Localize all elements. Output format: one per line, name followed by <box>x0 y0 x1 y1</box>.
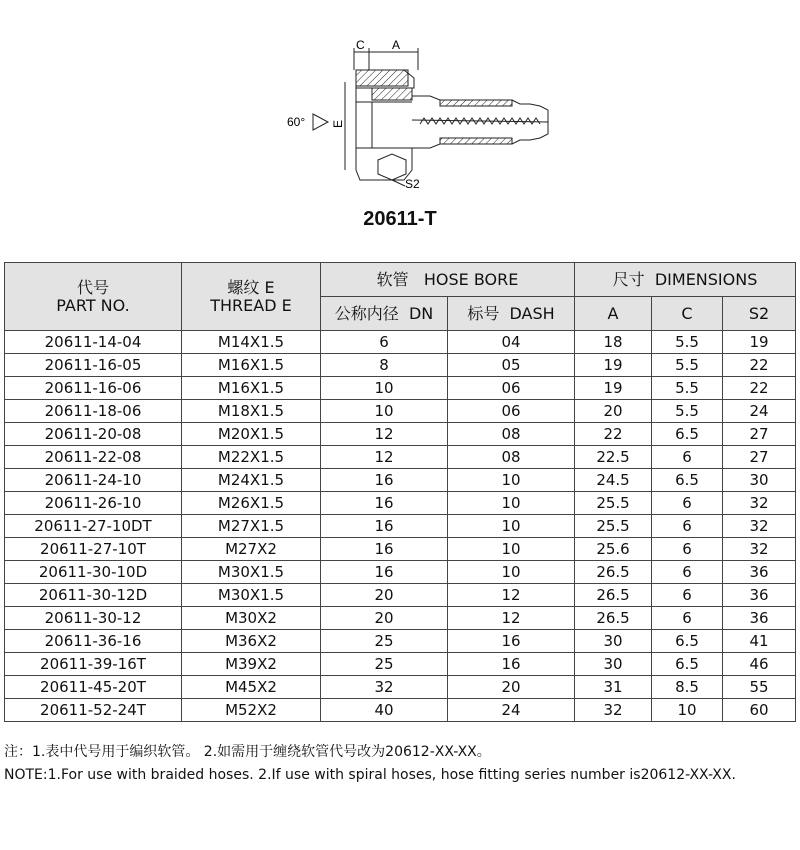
cell-s2: 24 <box>723 400 796 423</box>
header-thread-cn: 螺纹 E <box>227 277 275 297</box>
cell-dn: 20 <box>321 584 448 607</box>
cell-dn: 20 <box>321 607 448 630</box>
cell-part-no: 20611-36-16 <box>5 630 182 653</box>
table-row <box>5 446 796 469</box>
cell-thread: M30X1.5 <box>182 561 321 584</box>
cell-s2: 22 <box>723 354 796 377</box>
cell-c: 8.5 <box>652 676 723 699</box>
table-row <box>5 584 796 607</box>
table-row <box>5 492 796 515</box>
cell-part-no: 20611-16-06 <box>5 377 182 400</box>
angle-label: 60° <box>287 115 306 129</box>
cell-thread: M20X1.5 <box>182 423 321 446</box>
cell-a: 26.5 <box>575 584 652 607</box>
table-row <box>5 354 796 377</box>
cell-part-no: 20611-52-24T <box>5 699 182 722</box>
cell-a: 22.5 <box>575 446 652 469</box>
cell-a: 22 <box>575 423 652 446</box>
cell-part-no: 20611-30-12 <box>5 607 182 630</box>
cell-c: 5.5 <box>652 377 723 400</box>
cell-s2: 32 <box>723 515 796 538</box>
cell-c: 6 <box>652 561 723 584</box>
cell-thread: M26X1.5 <box>182 492 321 515</box>
cell-dash: 16 <box>448 653 575 676</box>
cell-s2: 22 <box>723 377 796 400</box>
cell-dash: 12 <box>448 607 575 630</box>
cell-s2: 36 <box>723 561 796 584</box>
table-row <box>5 331 796 354</box>
header-c: C <box>652 297 723 331</box>
table-body <box>5 331 796 722</box>
cell-thread: M30X1.5 <box>182 584 321 607</box>
table-row <box>5 515 796 538</box>
cell-part-no: 20611-16-05 <box>5 354 182 377</box>
cell-dash: 08 <box>448 423 575 446</box>
cell-dn: 25 <box>321 653 448 676</box>
cell-thread: M22X1.5 <box>182 446 321 469</box>
header-s2: S2 <box>723 297 796 331</box>
cell-dash: 06 <box>448 377 575 400</box>
cell-dash: 10 <box>448 561 575 584</box>
cell-dn: 10 <box>321 377 448 400</box>
cell-thread: M45X2 <box>182 676 321 699</box>
cell-thread: M16X1.5 <box>182 377 321 400</box>
cell-a: 26.5 <box>575 561 652 584</box>
header-part-no-en: PART NO. <box>56 295 130 315</box>
cell-part-no: 20611-18-06 <box>5 400 182 423</box>
cell-s2: 55 <box>723 676 796 699</box>
cell-c: 6 <box>652 538 723 561</box>
cell-dn: 16 <box>321 515 448 538</box>
cell-a: 30 <box>575 630 652 653</box>
cell-dash: 04 <box>448 331 575 354</box>
cell-part-no: 20611-39-16T <box>5 653 182 676</box>
dimension-c-label: C <box>356 38 365 52</box>
cell-a: 18 <box>575 331 652 354</box>
cell-s2: 30 <box>723 469 796 492</box>
cell-part-no: 20611-27-10DT <box>5 515 182 538</box>
cell-dn: 8 <box>321 354 448 377</box>
cell-c: 5.5 <box>652 331 723 354</box>
cell-s2: 27 <box>723 423 796 446</box>
header-part-no <box>5 263 182 331</box>
cell-dash: 05 <box>448 354 575 377</box>
table-row <box>5 377 796 400</box>
cell-dn: 40 <box>321 699 448 722</box>
cell-dn: 16 <box>321 538 448 561</box>
cell-part-no: 20611-20-08 <box>5 423 182 446</box>
cell-thread: M27X2 <box>182 538 321 561</box>
cell-dn: 12 <box>321 423 448 446</box>
dimension-a-label: A <box>392 38 401 52</box>
cell-thread: M24X1.5 <box>182 469 321 492</box>
table-row <box>5 699 796 722</box>
cell-s2: 27 <box>723 446 796 469</box>
dimension-s2-label: S2 <box>405 177 420 191</box>
cell-thread: M52X2 <box>182 699 321 722</box>
cell-a: 30 <box>575 653 652 676</box>
cell-part-no: 20611-24-10 <box>5 469 182 492</box>
cell-thread: M39X2 <box>182 653 321 676</box>
cell-s2: 60 <box>723 699 796 722</box>
table-row <box>5 423 796 446</box>
note-chinese: 注：1.表中代号用于编织软管。 2.如需用于缠绕软管代号改为20612-XX-XX。 <box>4 744 491 760</box>
cell-c: 6 <box>652 607 723 630</box>
cell-part-no: 20611-30-10D <box>5 561 182 584</box>
cell-part-no: 20611-14-04 <box>5 331 182 354</box>
cell-dash: 16 <box>448 630 575 653</box>
cell-part-no: 20611-30-12D <box>5 584 182 607</box>
cell-a: 32 <box>575 699 652 722</box>
cell-s2: 19 <box>723 331 796 354</box>
header-part-no-cn: 代号 <box>76 277 109 297</box>
cell-a: 25.6 <box>575 538 652 561</box>
header-a: A <box>575 297 652 331</box>
table-row <box>5 607 796 630</box>
header-dimensions: 尺寸 DIMENSIONS <box>575 263 796 297</box>
notes <box>4 741 736 787</box>
cell-c: 10 <box>652 699 723 722</box>
cell-c: 5.5 <box>652 354 723 377</box>
cell-dn: 25 <box>321 630 448 653</box>
cell-c: 6.5 <box>652 423 723 446</box>
cell-dash: 10 <box>448 492 575 515</box>
cell-a: 24.5 <box>575 469 652 492</box>
cell-dash: 12 <box>448 584 575 607</box>
table-row <box>5 400 796 423</box>
cell-dn: 10 <box>321 400 448 423</box>
cell-thread: M27X1.5 <box>182 515 321 538</box>
header-hose-bore: 软管 HOSE BORE <box>321 263 575 297</box>
header-dash: 标号 DASH <box>448 297 575 331</box>
cell-dash: 24 <box>448 699 575 722</box>
cell-a: 25.5 <box>575 515 652 538</box>
cell-dn: 32 <box>321 676 448 699</box>
cell-s2: 32 <box>723 538 796 561</box>
table-row <box>5 676 796 699</box>
cell-c: 6.5 <box>652 653 723 676</box>
cell-dn: 16 <box>321 492 448 515</box>
cell-thread: M18X1.5 <box>182 400 321 423</box>
cell-s2: 41 <box>723 630 796 653</box>
cell-thread: M14X1.5 <box>182 331 321 354</box>
cell-dash: 20 <box>448 676 575 699</box>
cell-s2: 46 <box>723 653 796 676</box>
table-row <box>5 653 796 676</box>
cell-s2: 36 <box>723 584 796 607</box>
cell-thread: M36X2 <box>182 630 321 653</box>
header-dn: 公称内径 DN <box>321 297 448 331</box>
part-title: 20611-T <box>363 208 437 230</box>
cell-c: 6.5 <box>652 630 723 653</box>
cone-angle-symbol <box>313 114 328 130</box>
cell-c: 6 <box>652 584 723 607</box>
cell-part-no: 20611-27-10T <box>5 538 182 561</box>
cell-part-no: 20611-45-20T <box>5 676 182 699</box>
cell-thread: M30X2 <box>182 607 321 630</box>
table-row <box>5 538 796 561</box>
cell-c: 6 <box>652 446 723 469</box>
cell-dash: 10 <box>448 515 575 538</box>
cell-a: 26.5 <box>575 607 652 630</box>
table-row <box>5 630 796 653</box>
cell-c: 5.5 <box>652 400 723 423</box>
cell-dash: 06 <box>448 400 575 423</box>
cell-a: 20 <box>575 400 652 423</box>
cell-a: 31 <box>575 676 652 699</box>
cell-dn: 16 <box>321 469 448 492</box>
header-thread-en: THREAD E <box>210 295 292 315</box>
cell-c: 6 <box>652 492 723 515</box>
cell-dn: 16 <box>321 561 448 584</box>
cell-c: 6.5 <box>652 469 723 492</box>
fitting-drawing <box>0 0 800 200</box>
cell-dash: 10 <box>448 538 575 561</box>
dimensions-table <box>4 262 796 722</box>
cell-part-no: 20611-26-10 <box>5 492 182 515</box>
cell-dash: 10 <box>448 469 575 492</box>
note-english: NOTE:1.For use with braided hoses. 2.If use with spiral hoses, hose fitting series number is20612-XX-XX. <box>4 767 736 783</box>
cell-dash: 08 <box>448 446 575 469</box>
dimension-e-label: E <box>331 119 345 128</box>
cell-dn: 12 <box>321 446 448 469</box>
cell-a: 25.5 <box>575 492 652 515</box>
header-thread <box>182 263 321 331</box>
cell-a: 19 <box>575 354 652 377</box>
cell-part-no: 20611-22-08 <box>5 446 182 469</box>
cell-s2: 32 <box>723 492 796 515</box>
cell-dn: 6 <box>321 331 448 354</box>
cell-a: 19 <box>575 377 652 400</box>
cell-s2: 36 <box>723 607 796 630</box>
cell-thread: M16X1.5 <box>182 354 321 377</box>
table-row <box>5 561 796 584</box>
table-row <box>5 469 796 492</box>
cell-c: 6 <box>652 515 723 538</box>
